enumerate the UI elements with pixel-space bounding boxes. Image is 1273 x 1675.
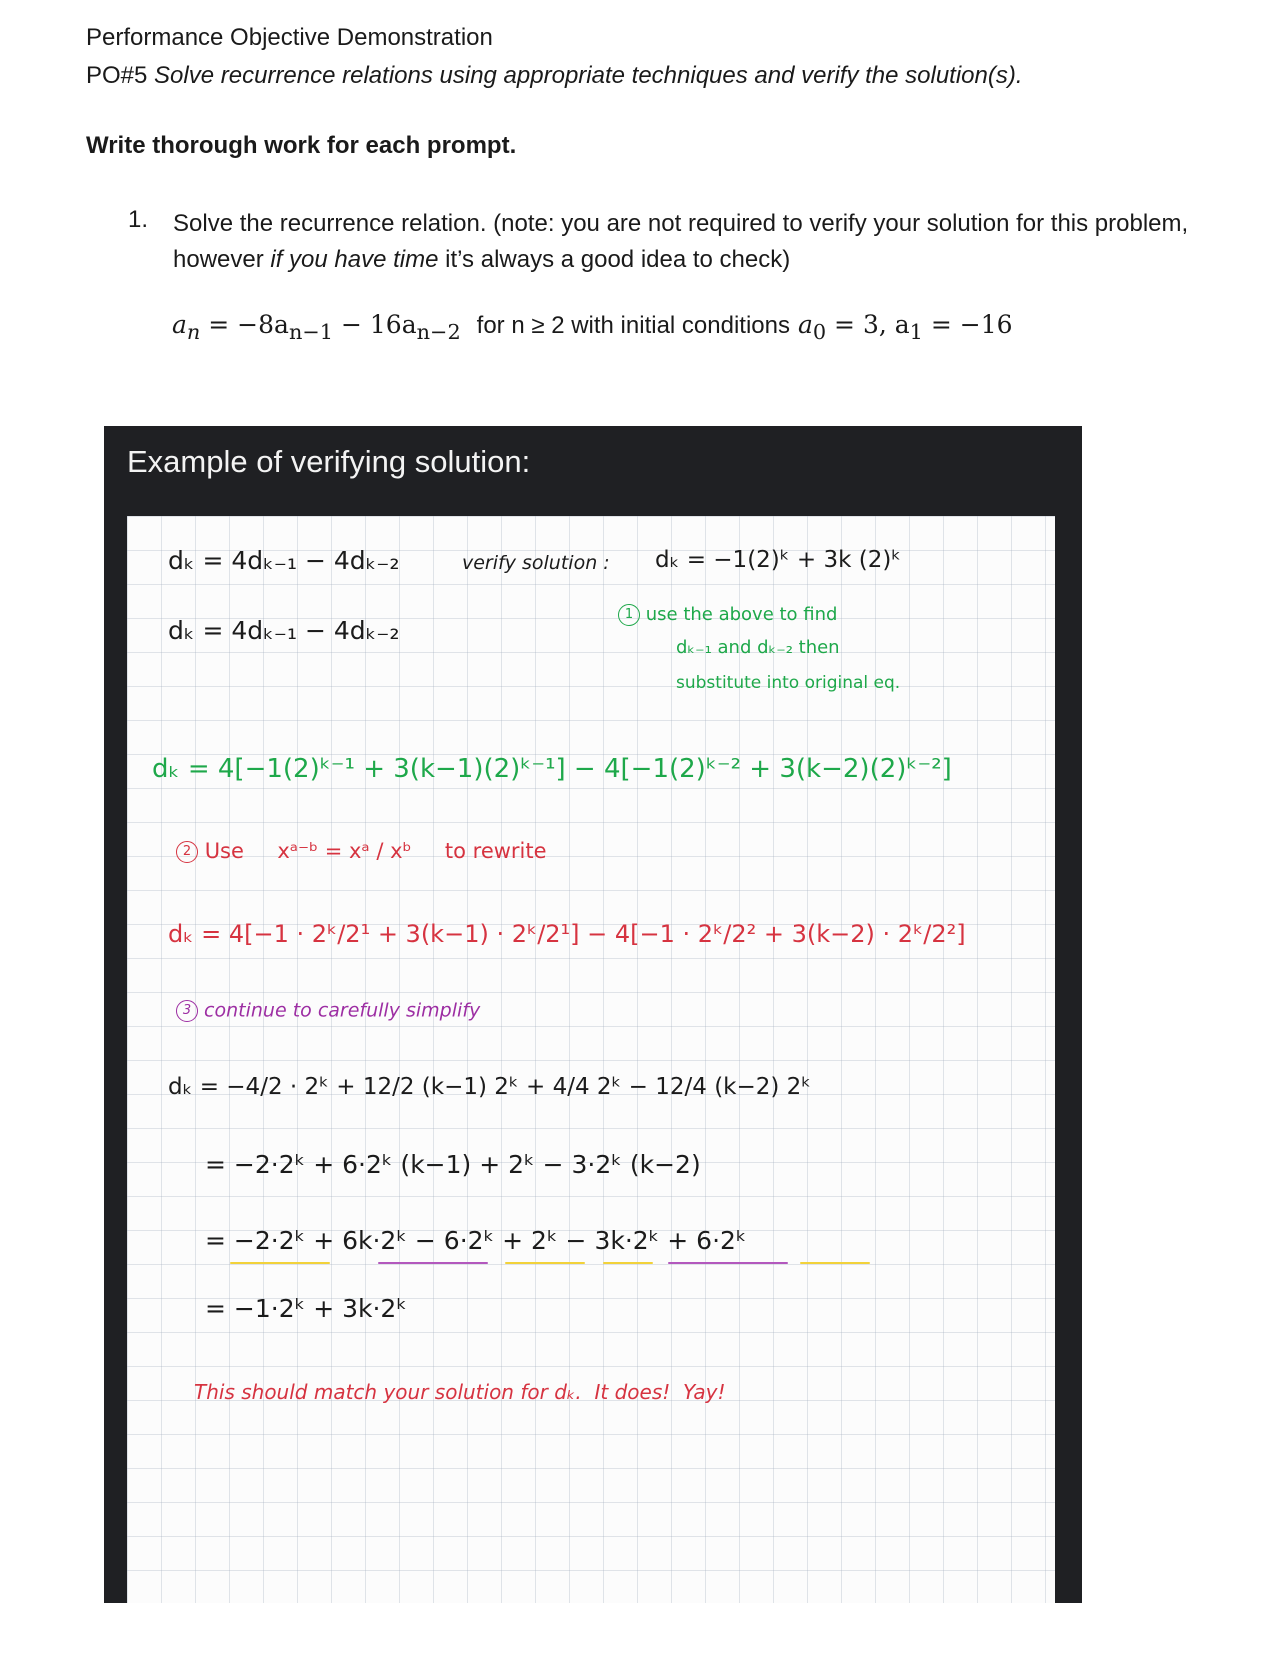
conclusion-text: This should match your solution for dₖ.: [194, 1380, 582, 1404]
underline-c: [505, 1262, 585, 1264]
verify-formula: dₖ = −1(2)ᵏ + 3k (2)ᵏ: [655, 547, 902, 573]
underline-d: [603, 1262, 653, 1264]
rewrite-line: dₖ = 4[−1 · 2ᵏ/2¹ + 3(k−1) · 2ᵏ/2¹] − 4[−1 · 2ᵏ/2² + 3(k−2) · 2ᵏ/2²]: [168, 920, 966, 948]
simplify-line-1: dₖ = −4/2 · 2ᵏ + 12/2 (k−1) 2ᵏ + 4/4 2ᵏ − 12/4 (k−2) 2ᵏ: [168, 1074, 812, 1100]
eq-condition: for n ≥ 2 with initial conditions: [476, 312, 790, 339]
step3-line: [176, 1000, 480, 1022]
conclusion-check: It does!: [594, 1380, 671, 1404]
example-title: Example of verifying solution:: [127, 444, 531, 479]
underline-f: [800, 1262, 870, 1264]
eq-init0: a: [797, 310, 813, 339]
step1-line2: dₖ₋₁ and dₖ₋₂ then: [676, 637, 840, 658]
eq-init0-sub: 0: [812, 320, 827, 344]
step1-line3: substitute into original eq.: [676, 673, 901, 693]
simplify-line-4: = −1·2ᵏ + 3k·2ᵏ: [205, 1294, 407, 1323]
question-number: 1.: [128, 206, 149, 233]
eq-term-a: = −8a: [200, 310, 289, 339]
simplify-line-3: = −2·2ᵏ + 6k·2ᵏ − 6·2ᵏ + 2ᵏ − 3k·2ᵏ + 6·2ᵏ: [205, 1226, 747, 1255]
eq-lhs: a: [172, 310, 187, 339]
recurrence-line-1: dₖ = 4dₖ₋₁ − 4dₖ₋₂: [168, 546, 400, 575]
conclusion-line: [194, 1382, 725, 1402]
step2-line: [176, 841, 547, 863]
header-objective: [86, 62, 1023, 90]
objective-code: PO#5: [86, 62, 155, 89]
eq-lhs-sub: n: [186, 320, 201, 344]
underline-a: [230, 1262, 330, 1264]
step-2-icon: 2: [176, 841, 198, 863]
substitution-line: dₖ = 4[−1(2)ᵏ⁻¹ + 3(k−1)(2)ᵏ⁻¹] − 4[−1(2)ᵏ⁻² + 3(k−2)(2)ᵏ⁻²]: [152, 754, 952, 784]
conclusion-yay: Yay!: [682, 1380, 726, 1404]
step-3-icon: 3: [176, 1000, 198, 1022]
eq-term-b: − 16a: [333, 310, 417, 339]
question-text: [173, 206, 1233, 278]
simplify-line-2: = −2·2ᵏ + 6·2ᵏ (k−1) + 2ᵏ − 3·2ᵏ (k−2): [205, 1150, 701, 1179]
recurrence-line-2: dₖ = 4dₖ₋₁ − 4dₖ₋₂: [168, 616, 400, 645]
objective-text: Solve recurrence relations using appropriate techniques and verify the solution(s).: [154, 62, 1023, 89]
step3-text: continue to carefully simplify: [204, 999, 481, 1022]
eq-init1-val: = −16: [922, 310, 1013, 339]
step-1-icon: 1: [618, 604, 640, 626]
eq-init0-val: = 3, a: [826, 310, 910, 339]
underline-b: [378, 1262, 488, 1264]
eq-term-b-sub: n−2: [416, 320, 461, 344]
step1-line1-text: use the above to find: [645, 604, 838, 625]
header-title: Performance Objective Demonstration: [86, 24, 493, 51]
question-text-b: it’s always a good idea to check): [438, 246, 791, 273]
step2-tail: to rewrite: [444, 839, 547, 863]
exponent-rule: xᵃ⁻ᵇ = xᵃ / xᵇ: [277, 839, 412, 863]
graph-paper-sheet: [127, 516, 1055, 1603]
step2-word: Use: [204, 839, 244, 863]
step1-line1: [618, 604, 837, 626]
question-text-italic: if you have time: [270, 246, 439, 273]
instruction: Write thorough work for each prompt.: [86, 132, 517, 159]
underline-e: [668, 1262, 788, 1264]
verify-label: verify solution :: [462, 552, 610, 574]
question-text-a: Solve the recurrence relation. (note: you are not required to verify your solution for this problem, however: [173, 210, 1189, 273]
recurrence-equation: [172, 310, 1013, 344]
eq-term-a-sub: n−1: [288, 320, 334, 344]
eq-init1-sub: 1: [909, 320, 923, 344]
